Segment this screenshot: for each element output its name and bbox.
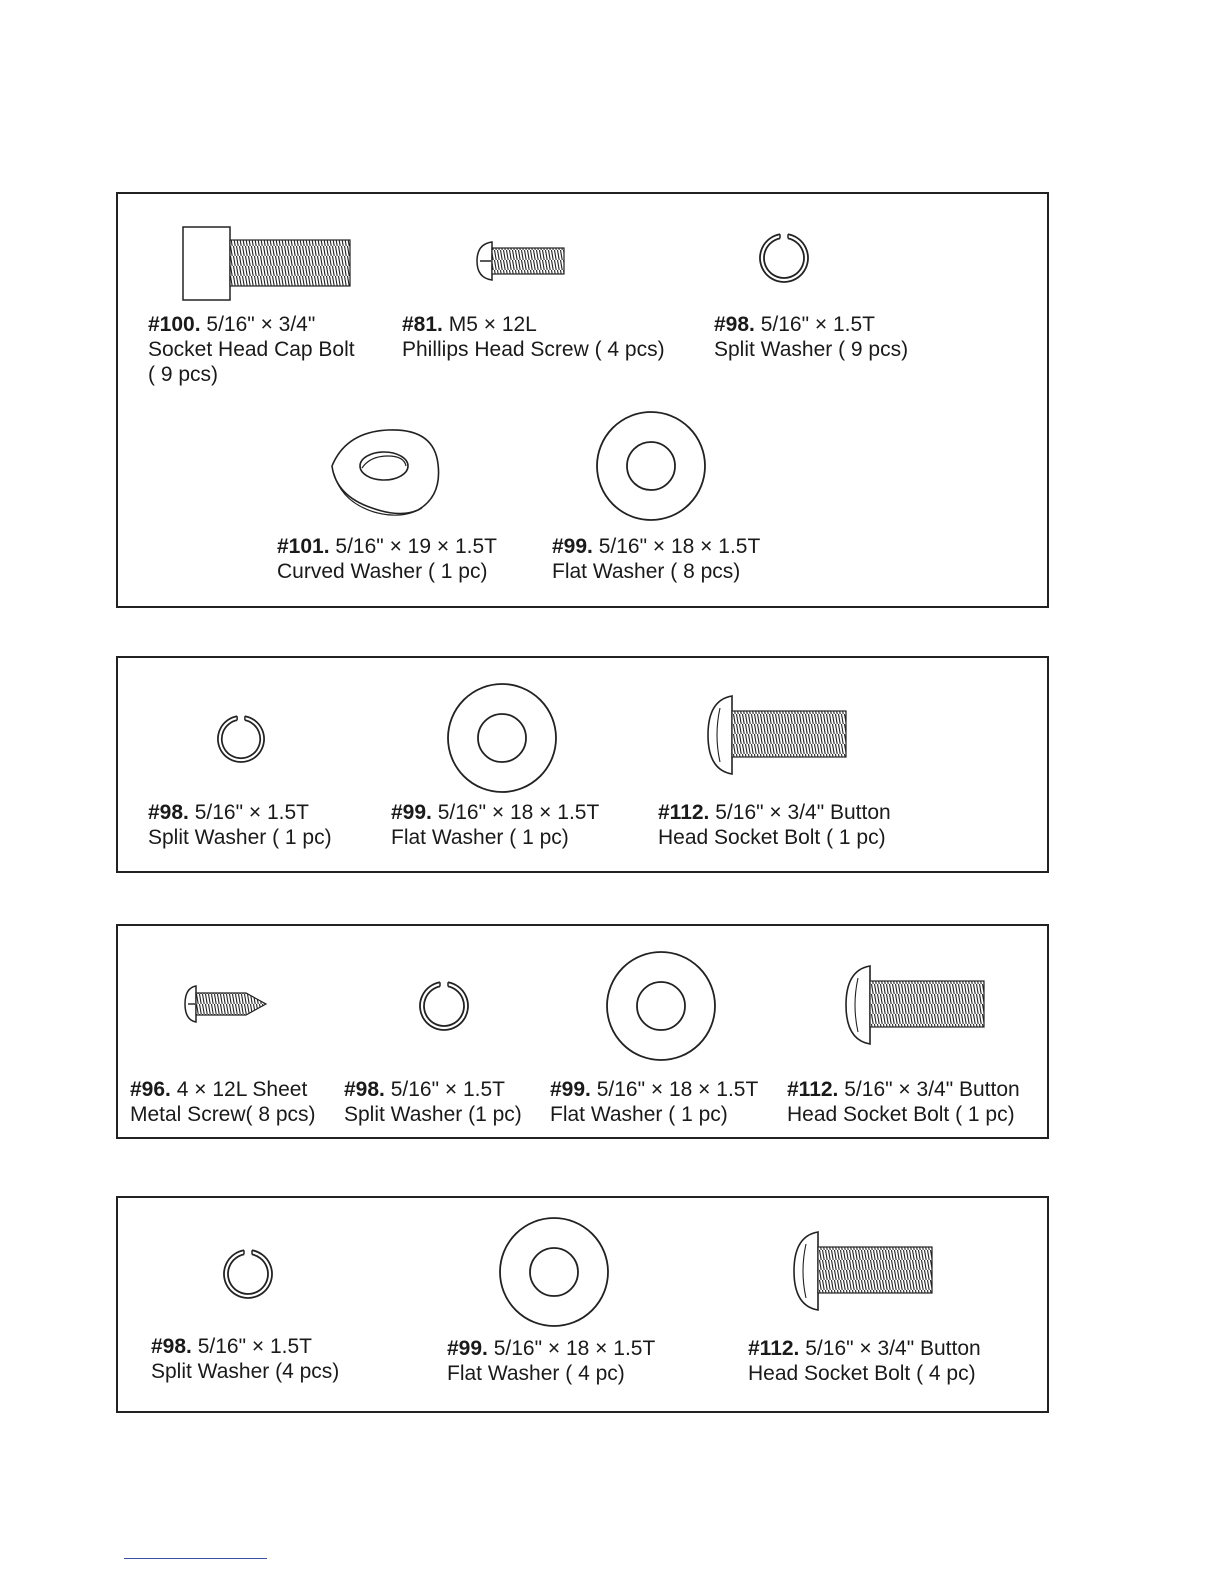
footer-rule [124, 1558, 267, 1559]
part-label-81 [402, 312, 665, 362]
flat-washer-icon [595, 410, 707, 522]
part-label-99 [550, 1077, 758, 1127]
part-description: Socket Head Cap Bolt [148, 338, 355, 361]
part-number: #99. [391, 801, 432, 824]
part-spec: 5/16" × 18 × 1.5T [437, 801, 600, 824]
part-description: Curved Washer ( 1 pc) [277, 560, 488, 583]
part-number: #100. [148, 313, 201, 336]
part-quantity: ( 9 pcs) [148, 363, 219, 386]
part-description: Head Socket Bolt ( 4 pc) [748, 1362, 976, 1385]
part-number: #98. [344, 1078, 385, 1101]
part-number: #112. [748, 1337, 800, 1360]
part-label-112 [748, 1336, 981, 1386]
part-label-112 [658, 800, 891, 850]
part-description: Split Washer ( 1 pc) [148, 826, 332, 849]
flat-washer-icon [605, 950, 717, 1062]
part-label-99 [552, 534, 760, 584]
part-spec: 5/16" × 3/4" Button [805, 1337, 981, 1360]
part-spec: 5/16" × 1.5T [390, 1078, 505, 1101]
part-spec: 5/16" × 18 × 1.5T [596, 1078, 759, 1101]
socket-head-cap-bolt-icon [182, 226, 352, 302]
part-description: Flat Washer ( 8 pcs) [552, 560, 741, 583]
part-description: Head Socket Bolt ( 1 pc) [787, 1103, 1015, 1126]
part-label-98 [151, 1334, 339, 1384]
split-washer-icon [216, 714, 266, 764]
part-spec: 5/16" × 1.5T [760, 313, 875, 336]
split-washer-icon [758, 232, 810, 284]
phillips-head-screw-icon [476, 240, 566, 282]
button-head-socket-bolt-icon [792, 1230, 934, 1312]
part-label-112 [787, 1077, 1020, 1127]
part-number: #112. [658, 801, 710, 824]
flat-washer-icon [498, 1216, 610, 1328]
part-spec: 5/16" × 3/4" Button [715, 801, 891, 824]
part-label-101 [277, 534, 497, 584]
part-spec: 5/16" × 1.5T [194, 801, 309, 824]
part-number: #98. [151, 1335, 192, 1358]
part-label-99 [447, 1336, 655, 1386]
hardware-panel-2 [116, 656, 1049, 873]
part-number: #101. [277, 535, 330, 558]
split-washer-icon [222, 1248, 274, 1300]
part-label-98 [714, 312, 908, 362]
part-label-100 [148, 312, 355, 387]
part-number: #99. [550, 1078, 591, 1101]
part-description: Split Washer (4 pcs) [151, 1360, 340, 1383]
part-description: Split Washer (1 pc) [344, 1103, 522, 1126]
part-spec: 5/16" × 18 × 1.5T [598, 535, 761, 558]
part-number: #98. [148, 801, 189, 824]
part-description: Head Socket Bolt ( 1 pc) [658, 826, 886, 849]
part-spec: M5 × 12L [448, 313, 537, 336]
hardware-panel-4 [116, 1196, 1049, 1413]
part-description: Flat Washer ( 1 pc) [550, 1103, 728, 1126]
sheet-metal-screw-icon [184, 984, 270, 1026]
hardware-panel-3 [116, 924, 1049, 1139]
part-number: #99. [447, 1337, 488, 1360]
part-spec: 5/16" × 18 × 1.5T [493, 1337, 656, 1360]
part-label-98 [148, 800, 332, 850]
part-label-98 [344, 1077, 522, 1127]
button-head-socket-bolt-icon [844, 964, 986, 1046]
button-head-socket-bolt-icon [706, 694, 848, 776]
part-label-99 [391, 800, 599, 850]
part-description: Metal Screw( 8 pcs) [130, 1103, 316, 1126]
split-washer-icon [418, 980, 470, 1032]
curved-washer-icon [326, 426, 442, 518]
part-description: Flat Washer ( 4 pc) [447, 1362, 625, 1385]
part-spec: 5/16" × 3/4" [206, 313, 316, 336]
part-number: #81. [402, 313, 443, 336]
part-spec: 5/16" × 1.5T [197, 1335, 312, 1358]
part-number: #96. [130, 1078, 171, 1101]
flat-washer-icon [446, 682, 558, 794]
part-spec: 4 × 12L Sheet [176, 1078, 308, 1101]
part-description: Flat Washer ( 1 pc) [391, 826, 569, 849]
part-number: #99. [552, 535, 593, 558]
part-number: #98. [714, 313, 755, 336]
hardware-panel-1 [116, 192, 1049, 608]
part-number: #112. [787, 1078, 839, 1101]
part-description: Phillips Head Screw ( 4 pcs) [402, 338, 665, 361]
part-description: Split Washer ( 9 pcs) [714, 338, 909, 361]
part-spec: 5/16" × 3/4" Button [844, 1078, 1020, 1101]
part-label-96 [130, 1077, 316, 1127]
part-spec: 5/16" × 19 × 1.5T [335, 535, 497, 558]
